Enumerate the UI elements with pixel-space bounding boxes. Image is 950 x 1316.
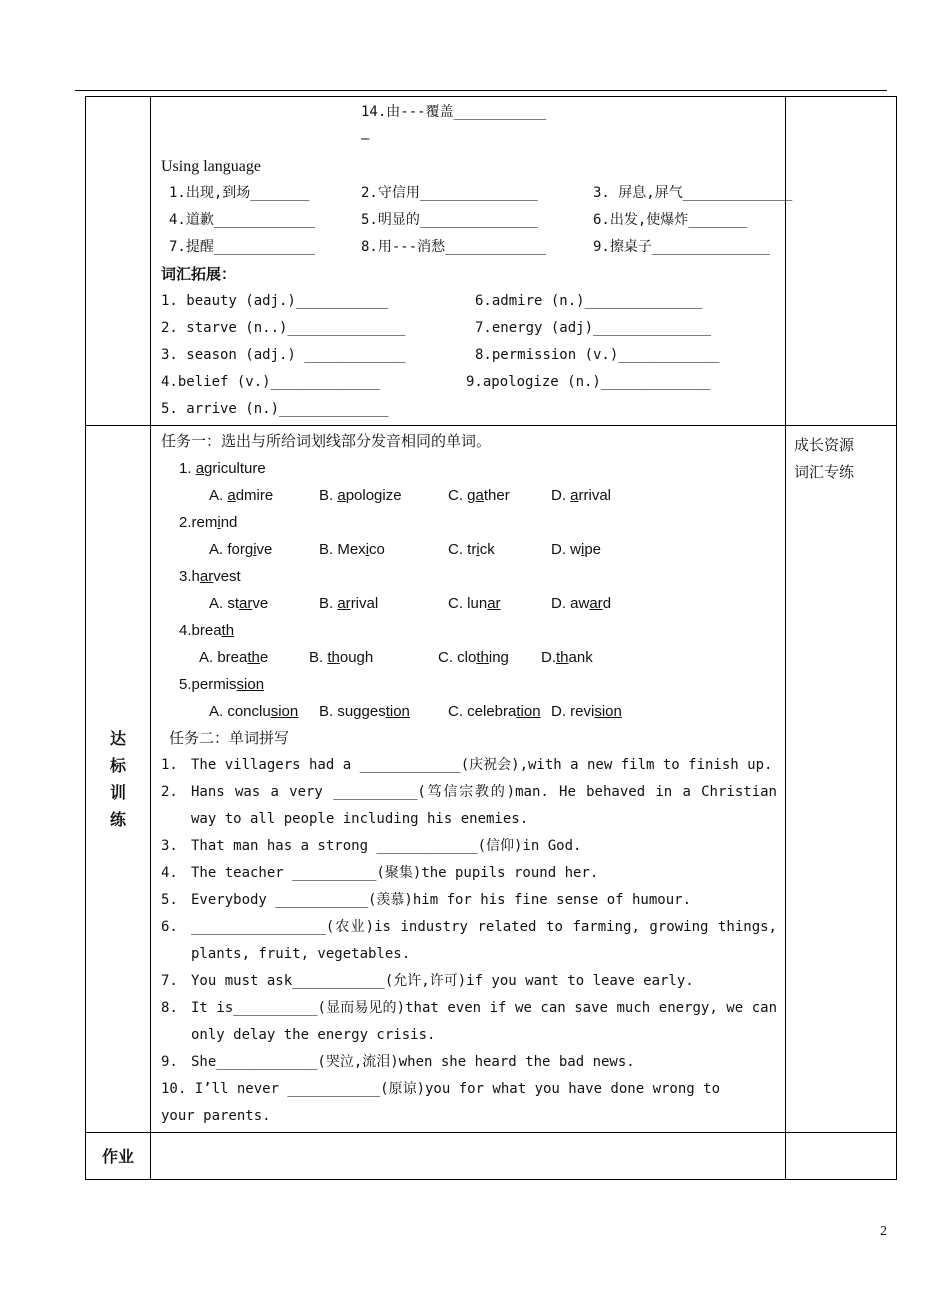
vocab-row-2: [161, 207, 777, 234]
spelling-question: 7. You must ask___________(允许,许可)if you want to leave early.: [161, 973, 694, 989]
vocab-item: 5.明显的______________: [361, 212, 538, 228]
expansion-row: [161, 288, 777, 315]
expansion-row: [161, 315, 777, 342]
task1-title: 任务一：选出与所给词划线部分发音相同的单词。: [161, 432, 492, 450]
pron-option: C. trick: [448, 541, 495, 558]
pron-option: B. arrival: [319, 595, 379, 612]
expansion-item: 1. beauty (adj.)___________: [161, 293, 389, 309]
right-blank-cell: [786, 97, 897, 426]
pron-option: A. forgive: [209, 541, 273, 558]
item-14: 14.由---覆盖___________: [361, 104, 547, 120]
vocab-item: 2.守信用______________: [361, 185, 538, 201]
vocab-item: 9.擦桌子______________: [593, 239, 770, 255]
spelling-question: 3. That man has a strong ____________(信仰)in God.: [161, 838, 582, 854]
header-rule: [75, 90, 887, 91]
expansion-row: [161, 369, 777, 396]
pron-option: D. arrival: [551, 487, 612, 504]
training-row: [86, 426, 897, 1133]
spelling-question-10: 10. I’ll never ___________(原谅)you for what you have done wrong to: [161, 1081, 721, 1097]
spelling-list: [161, 752, 777, 1076]
pron-options: [161, 698, 777, 725]
pron-option: C. gather: [448, 487, 510, 504]
pron-question-word: 5.permission: [179, 676, 265, 693]
pron-options: [161, 536, 777, 563]
using-language-heading: Using language: [161, 158, 261, 175]
homework-label: 作业: [101, 1146, 134, 1166]
pron-option: D. award: [551, 595, 612, 612]
expansion-item: 5. arrive (n.)_____________: [161, 401, 389, 417]
pron-option: B. though: [309, 649, 374, 666]
pron-option: A. breathe: [199, 649, 269, 666]
pron-option: C. lunar: [448, 595, 501, 612]
spelling-question: 6. ________________(农业)is industry related to farming, growing things, plants, fruit, vegetables.: [161, 919, 777, 962]
homework-right-cell: [786, 1133, 897, 1180]
expansion-item: 4.belief (v.)_____________: [161, 374, 381, 390]
spelling-question: 2. Hans was a very __________(笃信宗教的)man. He behaved in a Christian way to all people including his enemies.: [161, 784, 777, 827]
vocab-row-3: [161, 234, 777, 261]
expansion-item: 7.energy (adj)______________: [475, 320, 712, 336]
resource-cell: [786, 426, 897, 1133]
left-blank-cell: [86, 97, 151, 426]
item-14-continued: —: [361, 131, 370, 147]
pron-question-word: 1. agriculture: [179, 460, 266, 477]
side-label: 达 标 训 练: [109, 729, 126, 829]
page-number: 2: [880, 1224, 887, 1239]
vocab-item: 3. 屏息,屏气_____________: [593, 185, 793, 201]
pron-option: B. suggestion: [319, 703, 410, 720]
pron-option: A. conclusion: [209, 703, 299, 720]
resource-note: 成长资源 词汇专练: [794, 436, 855, 481]
pron-option: B. apologize: [319, 487, 402, 504]
expansion-item: 8.permission (v.)____________: [475, 347, 720, 363]
vocab-item: 7.提醒____________: [169, 239, 316, 255]
vocabulary-row: [86, 97, 897, 426]
pron-options: [161, 644, 777, 671]
expansion-item: 2. starve (n..)______________: [161, 320, 406, 336]
homework-label-cell: [86, 1133, 151, 1180]
spelling-question: 4. The teacher __________(聚集)the pupils round her.: [161, 865, 599, 881]
pron-question-word: 3.harvest: [179, 568, 241, 585]
pron-options: [161, 482, 777, 509]
spelling-question-10-cont: your parents.: [161, 1108, 271, 1124]
pronunciation-list: [161, 455, 777, 725]
vocab-item: 4.道歉____________: [169, 212, 316, 228]
pron-option: C. clothing: [438, 649, 509, 666]
training-cell: [151, 426, 786, 1133]
pron-option: B. Mexico: [319, 541, 385, 558]
pron-options: [161, 590, 777, 617]
expansion-item: 9.apologize (n.)_____________: [466, 374, 711, 390]
pron-option: A. admire: [209, 487, 274, 504]
pron-option: D. wipe: [551, 541, 602, 558]
worksheet-table: [85, 96, 897, 1180]
expansion-row: [161, 396, 777, 423]
pron-option: C. celebration: [448, 703, 541, 720]
spelling-question: 9. She____________(哭泣,流泪)when she heard the bad news.: [161, 1054, 635, 1070]
pron-option: A. starve: [209, 595, 269, 612]
homework-content-cell: [151, 1133, 786, 1180]
pron-option: D.thank: [541, 649, 593, 666]
vocab-item: 1.出现,到场_______: [169, 185, 310, 201]
vocabulary-cell: [151, 97, 793, 426]
task2-title: 任务二：单词拼写: [169, 729, 290, 747]
pron-question-word: 4.breath: [179, 622, 235, 639]
expansion-heading: 词汇拓展：: [161, 265, 237, 283]
spelling-question: 5. Everybody ___________(羡慕)him for his fine sense of humour.: [161, 892, 692, 908]
pron-question-word: 2.remind: [179, 514, 238, 531]
homework-row: [86, 1133, 897, 1180]
side-label-cell: [86, 426, 151, 1133]
vocab-row-1: [161, 180, 793, 207]
expansion-item: 6.admire (n.)______________: [475, 293, 703, 309]
spelling-question: 1. The villagers had a ____________(庆祝会),with a new film to finish up.: [161, 757, 773, 773]
vocab-item: 6.出发,使爆炸_______: [593, 212, 748, 228]
pron-option: D. revision: [551, 703, 622, 720]
vocab-item: 8.用---消愁____________: [361, 239, 547, 255]
spelling-question: 8. It is__________(显而易见的)that even if we can save much energy, we can only delay the energy crisis.: [161, 1000, 777, 1043]
expansion-item: 3. season (adj.) ____________: [161, 347, 406, 363]
expansion-row: [161, 342, 777, 369]
